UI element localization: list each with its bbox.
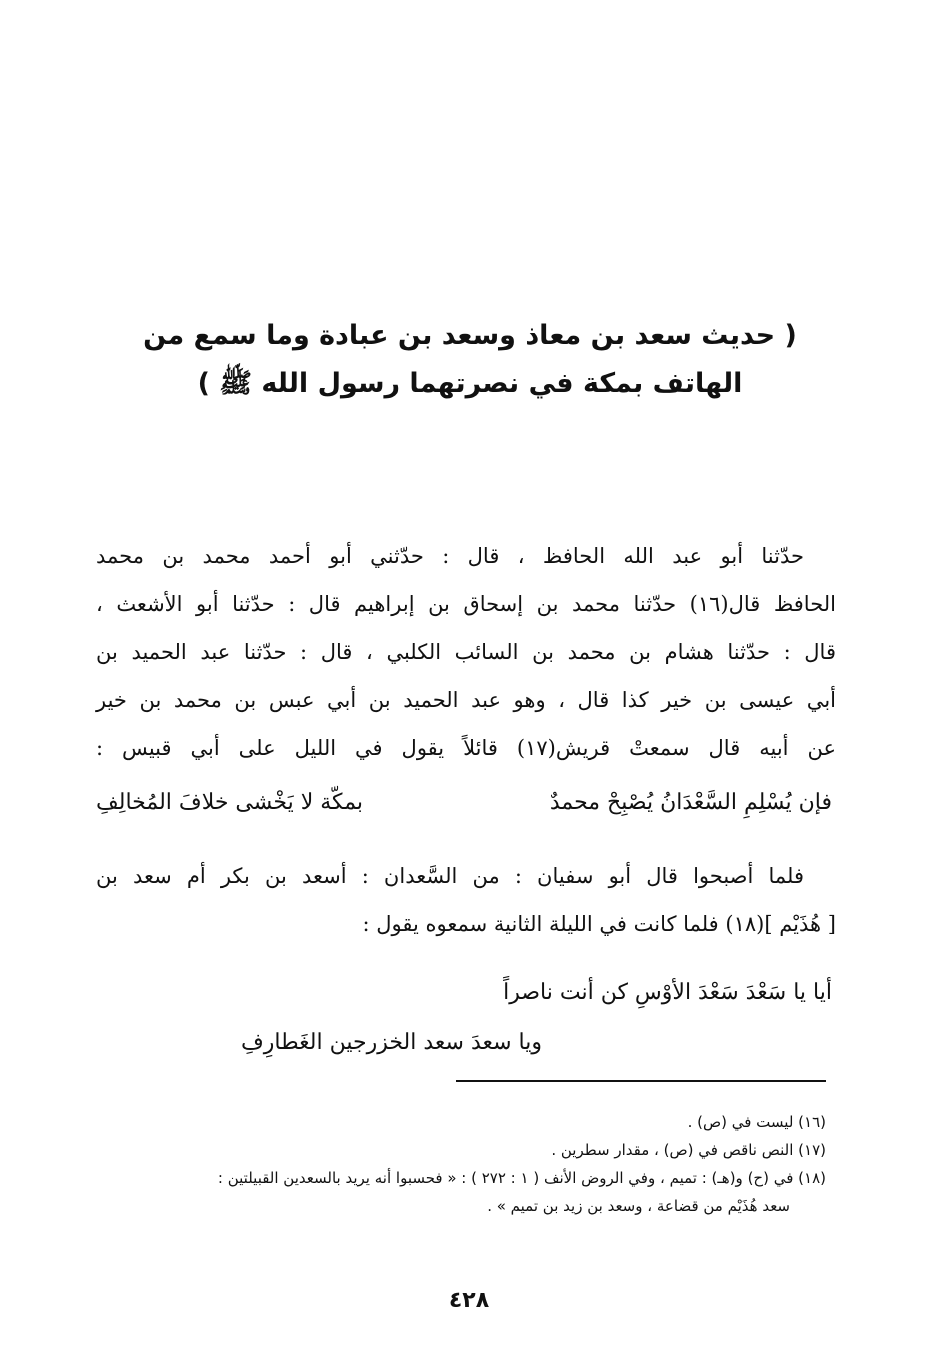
verse-hemistich-2: بمكّة لا يَخْشى خلافَ المُخالِفِ <box>96 790 364 815</box>
page-number: ٤٢٨ <box>448 1288 490 1313</box>
footnote-18: (١٨) في (ح) و(هـ) : تميم ، وفي الروض الأنف ( ١ : ٢٧٢ ) : « فحسبوا أنه يريد بالسعدين القبيلتين : <box>217 1169 826 1187</box>
paragraph-line: فلما أصبحوا قال أبو سفيان : من السَّعدان : أسعد بن بكر أم سعد بن <box>96 864 804 888</box>
poem-verse-2 <box>96 968 832 1068</box>
footnote-16: (١٦) ليست في (ص) . <box>687 1113 826 1131</box>
paragraph-line: قال : حدّثنا هشام بن محمد بن السائب الكلبي ، قال : حدّثنا عبد الحميد بن <box>96 640 836 664</box>
footnote-divider <box>456 1080 826 1082</box>
footnote-18-continuation: سعد هُذَيْم من قضاعة ، وسعد بن زيد بن تميم » . <box>487 1197 790 1215</box>
paragraph-line: الحافظ قال(١٦) حدّثنا محمد بن إسحاق بن إبراهيم قال : حدّثنا أبو الأشعث ، <box>96 592 836 616</box>
paragraph-isnad <box>96 532 836 772</box>
chapter-title <box>120 312 820 408</box>
verse-hemistich-1: أيا يا سَعْدَ سَعْدَ الأوْسِ كن أنت ناصراً <box>503 980 832 1005</box>
footnotes <box>100 1108 826 1220</box>
footnote-17: (١٧) النص ناقص في (ص) ، مقدار سطرين . <box>551 1141 826 1159</box>
paragraph-narrative <box>96 852 836 948</box>
poem-verse-1 <box>96 780 832 826</box>
verse-hemistich-2: ويا سعدَ سعد الخزرجين الغَطارِفِ <box>241 1030 542 1055</box>
verse-hemistich-1: فإن يُسْلِمِ السَّعْدَانُ يُصْبِحْ محمدٌ <box>549 790 832 815</box>
chapter-title-line-1: ( حديث سعد بن معاذ وسعد بن عبادة وما سمع من <box>143 320 797 351</box>
paragraph-line: [ هُذَيْم ](١٨) فلما كانت في الليلة الثانية سمعوه يقول : <box>362 912 836 936</box>
paragraph-line: عن أبيه قال سمعتْ قريش(١٧) قائلاً يقول في الليل على أبي قبيس : <box>96 736 836 760</box>
paragraph-line: أبي عيسى بن خير كذا قال ، وهو عبد الحميد بن أبي عبس بن محمد بن خير <box>96 688 836 712</box>
chapter-title-line-2: الهاتف بمكة في نصرتهما رسول الله ﷺ ) <box>197 368 743 399</box>
paragraph-line: حدّثنا أبو عبد الله الحافظ ، قال : حدّثني أبو أحمد محمد بن محمد <box>96 544 804 568</box>
